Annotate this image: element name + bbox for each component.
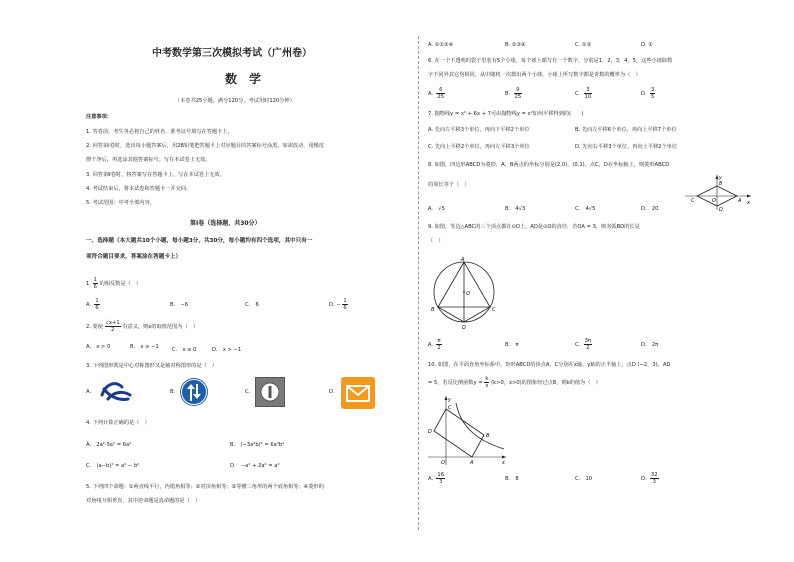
q9-stem: 9. 如图，等边△ABC的三个顶点都在⊙O上，AD是⊙O的直径．若OA = 3，则劣弧BD的长是 xyxy=(428,224,640,230)
q3-option-a-label[interactable]: A. xyxy=(86,389,92,395)
q2-stem: 2. 要使 $\frac{√x+1}{2}$ 有意义，则x的取值范围为（ ） xyxy=(86,320,199,333)
q8-stem-line2: 的周长等于（ ） xyxy=(428,182,470,188)
q4-option-d[interactable]: D. −a² + 2a² = a² xyxy=(230,463,280,469)
q4-option-c[interactable]: C. (a−b)² = a² − b² xyxy=(86,463,140,469)
q5-option-b[interactable]: B. ①③④ xyxy=(505,42,526,48)
q9-option-b[interactable]: B. π xyxy=(505,342,519,348)
q7-stem: 7. 抛物线y = x² + 6x + 7可由抛物线y = x²如何平移得到的( ) xyxy=(428,111,584,117)
q3-option-d-label[interactable]: D. xyxy=(329,389,335,395)
q1-stem: 1. $\frac{1}{6}$ 的相反数是（ ） xyxy=(86,277,142,290)
q4-option-b[interactable]: B. (−3a²b)² = 6a⁴b² xyxy=(230,442,285,448)
column-divider xyxy=(418,36,419,530)
china-mobile-logo-icon xyxy=(96,377,136,405)
q10-label-x: x xyxy=(502,460,505,466)
q2-option-a[interactable]: A. x > 0 xyxy=(86,344,111,350)
q5-option-c[interactable]: C. ①③ xyxy=(575,42,592,48)
subject-title: 数 学 xyxy=(225,72,262,86)
q4-stem: 4. 下列计算正确的是（ ） xyxy=(86,420,150,426)
q9-option-a[interactable]: A. $\frac{\pi}{2}$ xyxy=(428,338,441,351)
traffic-sign-icon xyxy=(179,377,209,407)
q10-label-a: A xyxy=(470,460,474,466)
q5-option-d[interactable]: D. ① xyxy=(641,42,653,48)
q10-label-c: C xyxy=(448,405,452,411)
q6-stem-line2: 字不同外其它均相同，从中随机一次摸出两个小球，小球上所写数字都是奇数的概率为（ ） xyxy=(428,72,641,78)
q5-stem-line2: 对角线互相垂直，其中逆命题是真命题的是（ ） xyxy=(86,498,201,504)
q9-label-o: O xyxy=(466,291,470,297)
q10-option-d[interactable]: D. $\frac{32}{3}$ xyxy=(641,472,658,485)
exam-info: （本卷共25小题，满分120分，考试用时120分钟） xyxy=(175,98,295,104)
q3-option-c-label[interactable]: C. xyxy=(245,389,251,395)
q8-option-b[interactable]: B. 4√3 xyxy=(505,206,526,212)
q7-option-a[interactable]: A. 先向左平移3个单位，再向下平移2个单位 xyxy=(428,127,530,133)
q10-stem-line2: = 5，若反比例函数y = $\frac{k}{x}$ (k>0，x>0)的图象经过点B，则k的值为（ ） xyxy=(428,376,601,389)
q10-option-c[interactable]: C. 10 xyxy=(575,476,593,482)
q2-option-d[interactable]: D. x > −1 xyxy=(212,347,242,353)
q9-option-c[interactable]: C. $\frac{3\pi}{2}$ xyxy=(575,338,592,351)
q1-option-d[interactable]: D. − $\frac{1}{6}$ xyxy=(329,298,347,311)
q7-option-d[interactable]: D. 先向右平移3个单位，再向上平移2个单位 xyxy=(575,144,678,150)
q5-stem-line1: 5. 下列四个命题：①两直线平行，内错角相等；②对顶角相等；③等腰三角形的两个底角相等；④菱形的 xyxy=(86,484,324,490)
power-button-icon xyxy=(255,377,285,407)
note-1: 1. 答卷前，考生务必将自己的姓名、准考证号填写在答题卡上。 xyxy=(86,129,233,135)
q6-stem-line1: 6. 在一个不透明的袋子里装有5个小球，每个球上都写有一个数字，分别是1，2，3，4，5，这些小球除数 xyxy=(428,58,673,64)
q3-option-b-label[interactable]: B. xyxy=(170,389,176,395)
q6-option-a[interactable]: A. $\frac{6}{25}$ xyxy=(428,87,445,100)
q9-circle-figure xyxy=(424,252,504,332)
q10-rectangle-figure xyxy=(426,393,510,467)
q4-option-a[interactable]: A. 2a²·3a² = 6a² xyxy=(86,442,132,448)
q8-label-c: C xyxy=(691,198,695,204)
q10-option-a[interactable]: A. $\frac{16}{3}$ xyxy=(428,472,445,485)
q8-option-a[interactable]: A. √5 xyxy=(428,206,445,212)
q8-label-x: x xyxy=(747,200,750,206)
q7-option-c[interactable]: C. 先向上平移2个单位，再向左平移3个单位 xyxy=(428,144,530,150)
q9-label-c: C xyxy=(492,307,496,313)
q10-option-b[interactable]: B. 8 xyxy=(505,476,519,482)
q3-stem: 3. 下列图形既是中心对称图形又是轴对称图形的是（ ） xyxy=(86,363,218,369)
q10-stem-line1: 10. 如图，在平面直角坐标系中，矩形ABCD的顶点A，C分别在x轴，y轴的正半轴上，点D (−2，3)，AD xyxy=(428,362,671,368)
note-3: 3. 回答第Ⅱ卷时，将答案写在答题卡上。写在本试卷上无效。 xyxy=(86,172,225,178)
q2-option-b[interactable]: B. x ≥ −1 xyxy=(130,344,159,350)
q7-option-b[interactable]: B. 先向左平移6个单位，再向上平移7个单位 xyxy=(575,127,677,133)
q8-label-a: A xyxy=(738,198,742,204)
section1-line1: 一、选择题（本大题共10个小题，每小题3分，共30分，每小题均有四个选项，其中只有一 xyxy=(86,238,313,244)
q8-rhombus-figure xyxy=(683,172,753,212)
q2-option-c[interactable]: C. x ≥ 0 xyxy=(172,347,197,353)
q8-label-d: D xyxy=(719,207,723,212)
q9-stem-cont: （ ） xyxy=(428,238,444,244)
q9-label-b: B xyxy=(431,307,435,313)
q10-label-o: O xyxy=(441,460,445,466)
q8-stem-line1: 8. 如图，四边形ABCD为菱形，A，B两点的坐标分别是(2,0)，(0,1)，点C，D在坐标轴上，则菱形ABCD xyxy=(428,162,670,168)
q8-option-d[interactable]: D. 20 xyxy=(641,206,659,212)
note-5: 5. 考试范围：中考全部内容。 xyxy=(86,200,155,206)
q5-option-a[interactable]: A. ①②③④ xyxy=(428,42,454,48)
q10-label-b: B xyxy=(486,433,490,439)
note-2-cont: 擦干净后，再选涂其他答案标号。写在本试卷上无效。 xyxy=(86,157,211,163)
q8-option-c[interactable]: C. 4√5 xyxy=(575,206,596,212)
q1-option-b[interactable]: B. −6 xyxy=(170,302,189,308)
q6-option-c[interactable]: C. $\frac{3}{10}$ xyxy=(575,87,592,100)
q10-label-d: D xyxy=(428,429,432,435)
q8-label-b: B xyxy=(719,181,723,187)
note-2: 2. 回答第Ⅰ卷时，选出每小题答案后，用2B铅笔把答题卡上对应题目的答案标号涂黑。如需改动，用橡皮 xyxy=(86,143,325,149)
q8-label-o: O xyxy=(712,198,716,204)
q10-label-y: y xyxy=(448,397,451,403)
q1-option-a[interactable]: A. $\frac{1}{6}$ xyxy=(86,298,99,311)
q8-label-y: y xyxy=(719,175,722,181)
q6-option-d[interactable]: D. $\frac{3}{5}$ xyxy=(641,87,655,100)
exam-title: 中考数学第三次模拟考试（广州卷） xyxy=(152,48,312,59)
mail-envelope-icon xyxy=(341,377,375,409)
q1-option-c[interactable]: C. 6 xyxy=(245,302,259,308)
q6-option-b[interactable]: B. $\frac{9}{25}$ xyxy=(505,87,522,100)
part1-heading: 第Ⅰ卷（选择题，共30分） xyxy=(190,220,261,227)
notes-title: 注意事项： xyxy=(86,114,112,120)
q9-option-d[interactable]: D. 2π xyxy=(641,342,659,348)
q9-label-d: D xyxy=(462,325,466,331)
section1-line2: 项符合题目要求，答案涂在答题卡上） xyxy=(86,254,182,260)
q9-label-a: A xyxy=(461,257,465,263)
note-4: 4. 考试结束后，将本试卷和答题卡一并交回。 xyxy=(86,186,192,192)
